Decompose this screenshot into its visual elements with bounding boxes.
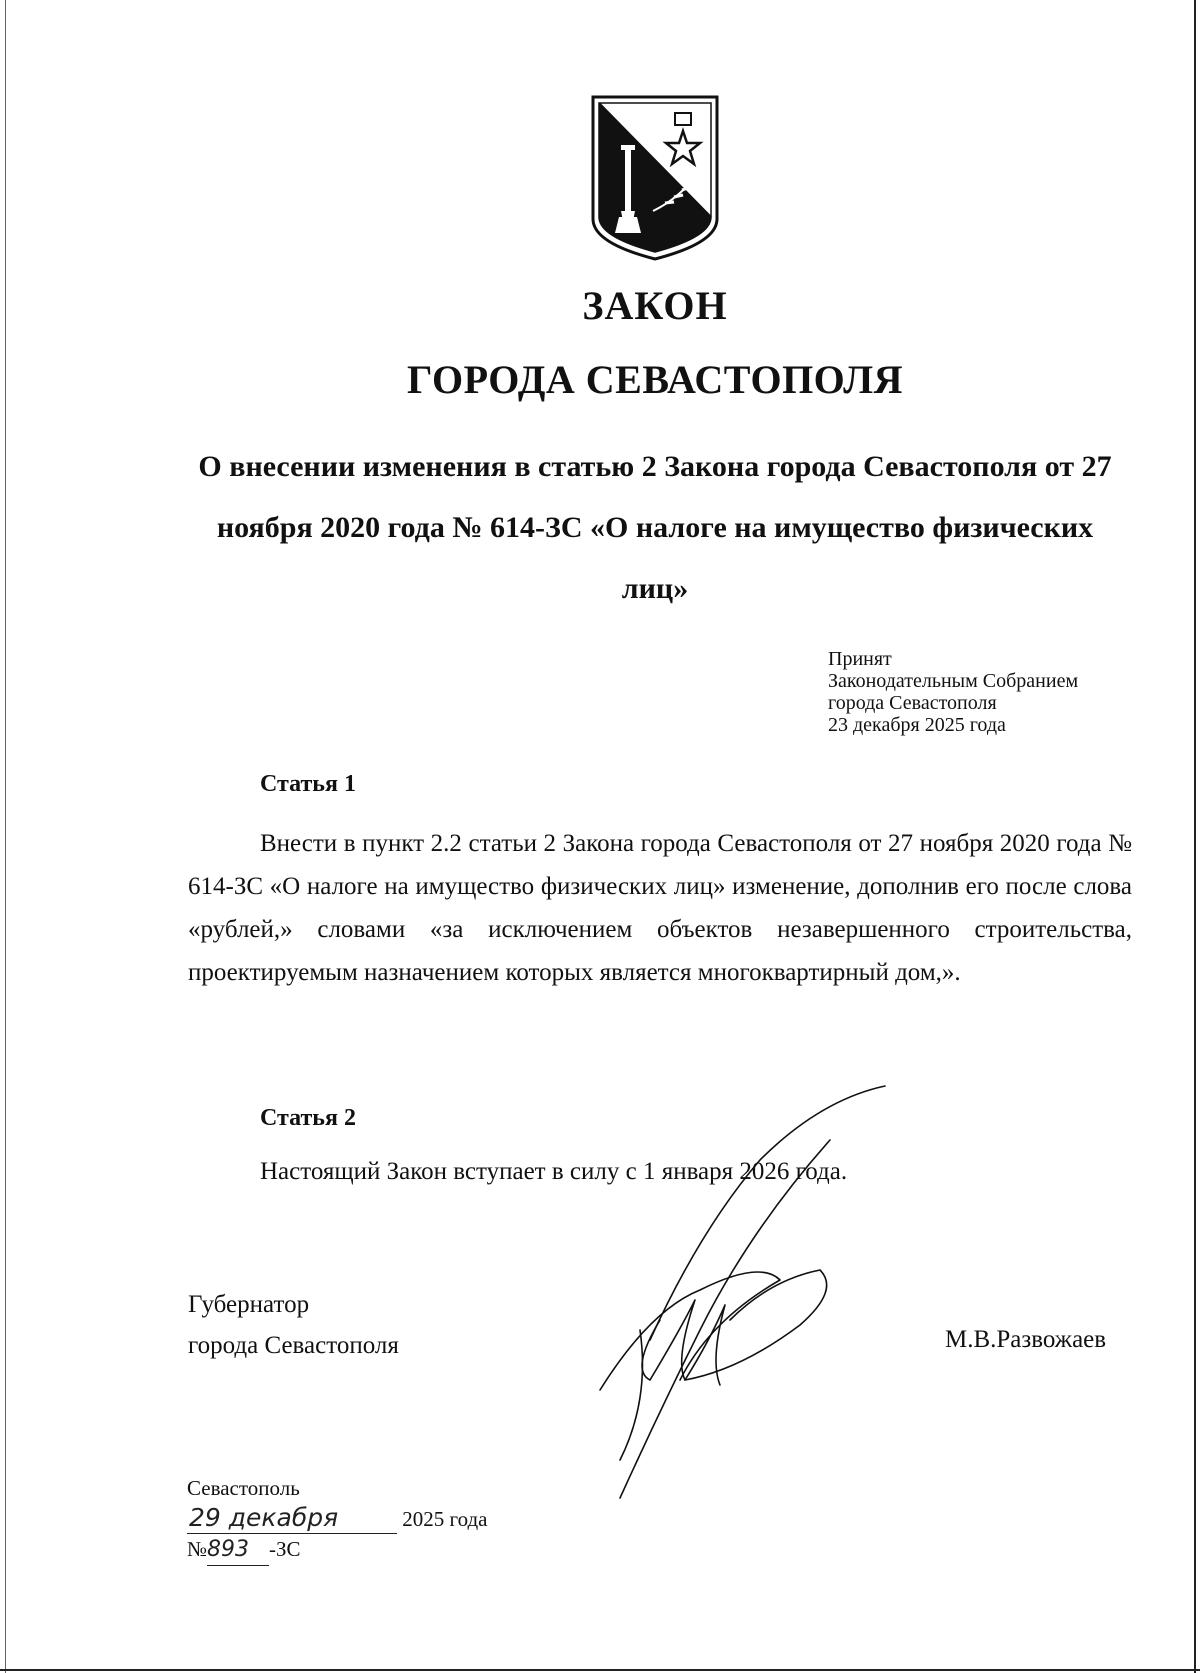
article-1-text: Внести в пункт 2.2 статьи 2 Закона города Севастополя от 27 ноября 2020 года № 614-ЗС «О налоге на имущество физических лиц» изменение, дополнив его после слова «рублей,» словами «за исключением объектов незавершенного строительства, проектируемым назначением которых является многоквартирный дом,». xyxy=(188,830,1132,986)
law-subject-heading: О внесении изменения в статью 2 Закона города Севастополя от 27 ноября 2020 года № 614-ЗС «О налоге на имущество физических лиц» xyxy=(198,450,1112,605)
handwritten-number: 893 xyxy=(207,1535,269,1566)
signatory-title xyxy=(188,1284,399,1366)
signatory-title-line: Губернатор xyxy=(188,1291,310,1318)
scan-edge-bottom xyxy=(0,1669,1200,1671)
signatory-name: М.В.Развожаев xyxy=(945,1326,1107,1353)
article-2-heading: Статья 2 xyxy=(260,1105,356,1131)
scan-edge-right xyxy=(1194,0,1196,1673)
place-line: Севастополь xyxy=(187,1476,300,1500)
issuer-title: ГОРОДА СЕВАСТОПОЛЯ xyxy=(407,357,903,402)
year-suffix: 2025 года xyxy=(402,1507,488,1531)
adoption-line: города Севастополя xyxy=(828,692,997,714)
number-line xyxy=(187,1534,488,1566)
adoption-date: 23 декабря 2025 года xyxy=(828,714,1006,736)
scan-edge-left xyxy=(5,0,6,1673)
signatory-title-line: города Севастополя xyxy=(188,1332,399,1359)
place-date-number-block xyxy=(187,1473,488,1566)
adoption-note xyxy=(828,648,1078,736)
date-line xyxy=(187,1503,488,1534)
article-2-text: Настоящий Закон вступает в силу с 1 января 2026 года. xyxy=(260,1158,848,1185)
sevastopol-coat-of-arms-icon xyxy=(585,93,725,263)
document-type-title: ЗАКОН xyxy=(582,283,728,328)
article-1-heading: Статья 1 xyxy=(260,771,356,797)
number-suffix: -ЗС xyxy=(269,1537,301,1561)
adoption-line: Принят xyxy=(828,648,892,670)
adoption-line: Законодательным Собранием xyxy=(828,670,1079,692)
number-prefix: № xyxy=(187,1537,208,1561)
handwritten-date: 29 декабря xyxy=(187,1503,397,1534)
handwritten-signature-icon xyxy=(590,1080,900,1500)
